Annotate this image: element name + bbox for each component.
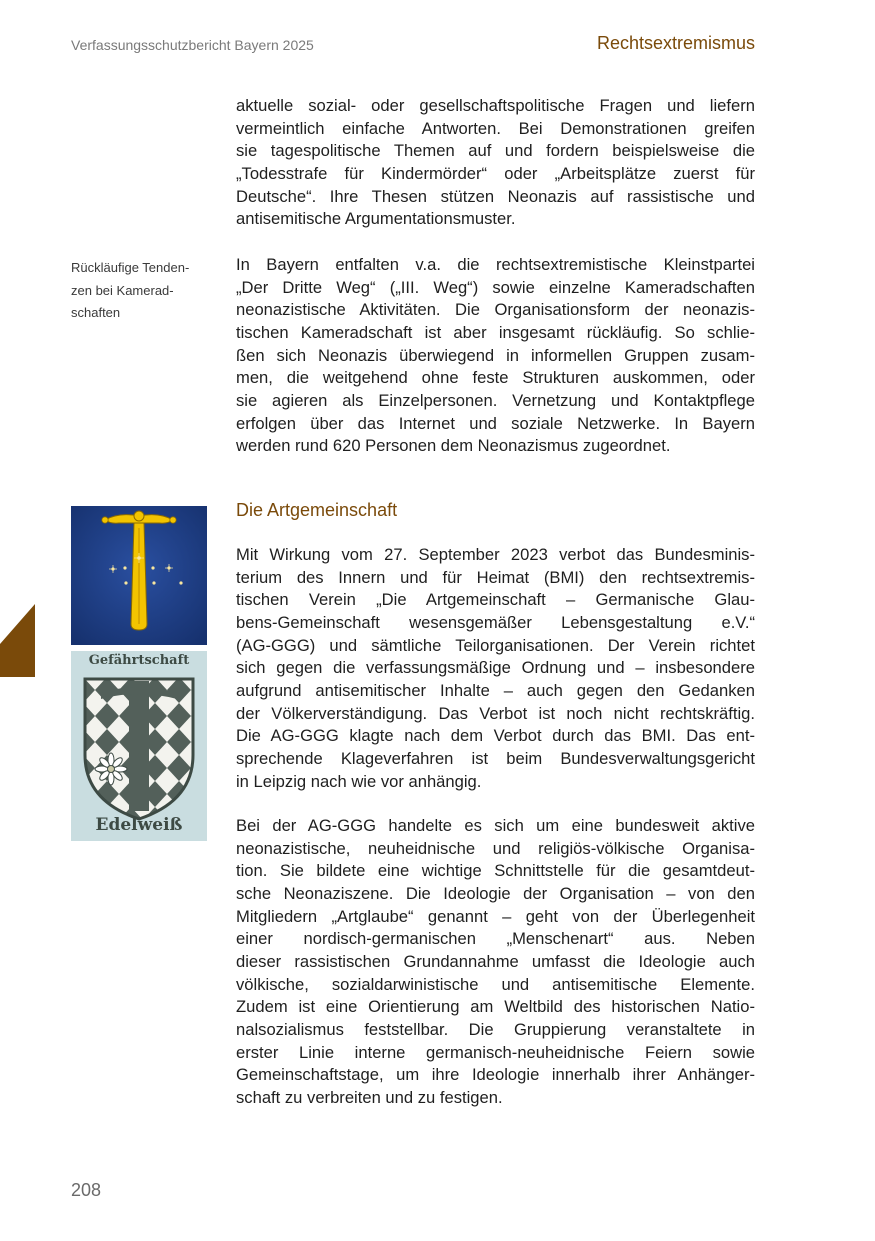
margin-note-line: zen bei Kamerad- [71, 282, 174, 298]
paragraph-1 [236, 95, 755, 231]
text-line: sich gegen die verfassungsmäßige Ordnung und – insbesondere [236, 658, 755, 678]
text-line: in Leipzig nach wie vor anhängig. [236, 771, 482, 791]
text-line: einer nordisch-germanischen „Menschenart“ aus. Neben [236, 929, 755, 949]
text-line: sie agieren als Einzelpersonen. Vernetzung und Kontaktpflege [236, 390, 755, 410]
text-line: aktuelle sozial- oder gesellschaftspolitische Fragen und liefern [236, 96, 755, 115]
emblem-bottom-text: Edelweiß [95, 815, 183, 835]
text-line: vermeintlich einfache Antworten. Bei Demonstrationen greifen [236, 118, 755, 138]
text-line: ßen sich Neonazis überwiegend in informellen Gruppen zusam- [236, 345, 755, 365]
shield-icon [71, 651, 207, 841]
paragraph-2 [236, 254, 755, 458]
text-line: schaft zu verbreiten und zu festigen. [236, 1087, 503, 1107]
text-line: aufgrund antisemitischer Inhalte – auch gegen den Gedanken [236, 680, 755, 700]
artgemeinschaft-emblem-image [71, 506, 207, 645]
text-line: (AG-GGG) und sämtliche Teilorganisationen. Der Verein richtet [236, 635, 755, 655]
text-line: neonazistische Aktivitäten. Die Organisationsform der neonazis- [236, 300, 755, 320]
text-line: „Todesstrafe für Kindermörder“ oder „Arbeitsplätze zuerst für [236, 163, 755, 183]
text-line: bens-Gemeinschaft wesensgemäßer Lebensgestaltung e.V.“ [236, 612, 755, 632]
text-line: Bei der AG-GGG handelte es sich um eine bundesweit aktive [236, 816, 755, 835]
text-line: der Völkerverständigung. Das Verbot ist noch nicht rechtskräftig. [236, 703, 755, 723]
text-line: „Der Dritte Weg“ („III. Weg“) sowie einzelne Kameradschaften [236, 277, 755, 297]
text-line: tischen Verein „Die Artgemeinschaft – Germanische Glau- [236, 590, 755, 610]
text-line: tischen Kameradschaft ist aber insgesamt rückläufig. So schlie- [236, 322, 755, 342]
section-heading: Die Artgemeinschaft [236, 500, 398, 520]
text-line: sprechende Klageverfahren ist beim Bundesverwaltungsgericht [236, 748, 755, 768]
text-line: Gemeinschaftstage, um ihre Ideologie innerhalb ihrer Anhänger- [236, 1065, 755, 1085]
margin-note-line: Rückläufige Tenden- [71, 260, 190, 275]
text-line: Mit Wirkung vom 27. September 2023 verbot das Bundesminis- [236, 545, 755, 564]
paragraph-4 [236, 815, 755, 1110]
text-line: terium des Innern und für Heimat (BMI) den rechtsextremis- [236, 567, 755, 587]
running-header-title: Verfassungsschutzbericht Bayern 2025 [71, 37, 314, 53]
text-line: In Bayern entfalten v.a. die rechtsextremistische Kleinstpartei [236, 255, 755, 274]
text-line: Zudem ist eine Orientierung am Weltbild des historischen Natio- [236, 997, 755, 1017]
text-line: sie tagespolitische Themen auf und fordern beispielsweise die [236, 141, 755, 161]
text-line: Deutsche“. Ihre Thesen stützen Neonazis auf rassistische und [236, 186, 755, 206]
text-line: neonazistische, neuheidnische und religiös-völkische Organisa- [236, 838, 755, 858]
paragraph-3 [236, 544, 755, 793]
text-line: nalsozialismus feststellbar. Die Gruppierung veranstaltete in [236, 1019, 755, 1039]
gefaehrtschaft-edelweiss-emblem [71, 651, 207, 841]
text-line: dieser rassistischen Grundannahme umfasst die Ideologie auch [236, 951, 755, 971]
text-line: werden rund 620 Personen dem Neonazismus zugeordnet. [236, 436, 671, 456]
text-line: sche Neonaziszene. Die Ideologie der Organisation – von den [236, 883, 755, 903]
emblem-top-text: Gefährtschaft [88, 653, 190, 668]
margin-note [71, 257, 221, 325]
text-line: men, die weitgehend ohne feste Strukturen auskommen, oder [236, 368, 755, 388]
text-line: Mitgliedern „Artglaube“ genannt – geht von der Überlegenheit [236, 906, 755, 926]
text-line: Die AG-GGG klagte nach dem Verbot durch das BMI. Das ent- [236, 726, 755, 746]
page-tab-marker [0, 604, 35, 677]
text-line: tion. Sie bildete eine wichtige Schnittstelle für die gesamtdeut- [236, 861, 755, 881]
text-line: erster Linie interne germanisch-neuheidnische Feiern sowie [236, 1042, 755, 1062]
text-line: völkische, sozialdarwinistische und antisemitische Elemente. [236, 974, 755, 994]
page-number: 208 [71, 1180, 102, 1200]
text-line: antisemitische Argumentationsmuster. [236, 209, 516, 229]
chapter-title: Rechtsextremismus [596, 33, 755, 53]
margin-note-line: schaften [71, 305, 121, 321]
text-line: erfolgen über das Internet und soziale Netzwerke. In Bayern [236, 413, 755, 433]
